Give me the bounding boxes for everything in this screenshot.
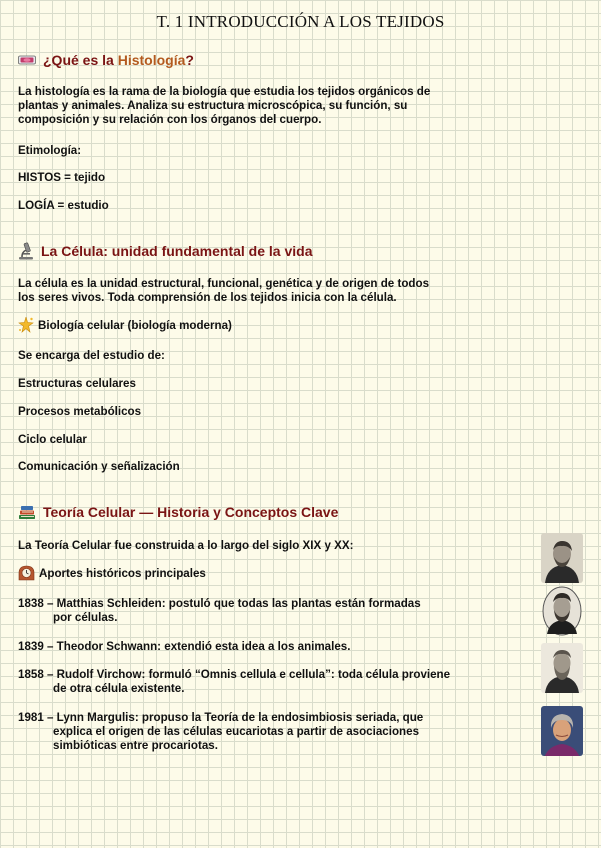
list-item: Procesos metabólicos [18,405,142,418]
entry-line: simbióticas entre procariotas. [53,739,218,752]
heading-text: La Célula: unidad fundamental de la vida [41,243,313,259]
entry-line: 1838 – Matthias Schleiden: postuló que todas las plantas están formadas [18,597,421,610]
history-entry-virchow [18,668,498,696]
entry-line: por células. [53,611,118,624]
mantel-clock-icon [18,565,35,581]
books-icon [18,504,36,520]
history-entry-schleiden [18,597,498,625]
list-item: Ciclo celular [18,433,87,446]
section-heading-histologia [18,52,194,68]
entry-line: de otra célula existente. [53,682,185,695]
histos-definition: HISTOS = tejido [18,171,106,184]
entry-line: 1839 – Theodor Schwann: extendió esta idea a los animales. [18,640,351,653]
microscope-slide-icon [18,54,36,66]
text-line: los seres vivos. Toda comprensión de los tejidos inicia con la célula. [18,291,397,304]
page-title: T. 1 INTRODUCCIÓN A LOS TEJIDOS [156,12,445,31]
heading-text: Teoría Celular — Historia y Conceptos Clave [43,504,339,520]
subheading-text: Biología celular (biología moderna) [38,318,232,332]
entry-line: explica el origen de las células eucariotas a partir de asociaciones [53,725,420,738]
history-entry-schwann [18,640,498,654]
text-line: plantas y animales. Analiza su estructura microscópica, su función, su [18,99,408,112]
schwann-portrait [541,586,583,636]
subheading-text: Aportes históricos principales [39,566,206,580]
section-heading-celula [18,242,313,260]
celula-intro [18,277,518,305]
schleiden-portrait [541,533,583,583]
heading-prefix: ¿Qué es la [43,52,118,68]
subheading-biologia-celular [18,317,232,333]
etimologia-label: Etimología: [18,144,82,157]
history-entry-margulis [18,711,498,753]
text-line: composición y su relación con los órganos del cuerpo. [18,113,322,126]
microscope-icon [18,242,34,260]
list-item: Comunicación y señalización [18,460,180,473]
entry-line: 1981 – Lynn Margulis: propuso la Teoría de la endosimbiosis seriada, que [18,711,424,724]
text-line: La célula es la unidad estructural, funcional, genética y de origen de todos [18,277,430,290]
heading-highlight: Histología [117,52,186,68]
histologia-intro [18,85,518,127]
logia-definition: LOGÍA = estudio [18,199,109,212]
entry-line: 1858 – Rudolf Virchow: formuló “Omnis cellula e cellula”: toda célula proviene [18,668,451,681]
heading-suffix: ? [185,52,194,68]
study-label: Se encarga del estudio de: [18,349,165,362]
list-item: Estructuras celulares [18,377,136,390]
section-heading-teoria-celular [18,504,338,520]
virchow-portrait [541,643,583,693]
teoria-intro: La Teoría Celular fue construida a lo largo del siglo XIX y XX: [18,539,354,552]
sparkle-icon [18,317,34,333]
text-line: La histología es la rama de la biología que estudia los tejidos orgánicos de [18,85,431,98]
margulis-portrait [541,706,583,756]
subheading-aportes [18,565,206,581]
